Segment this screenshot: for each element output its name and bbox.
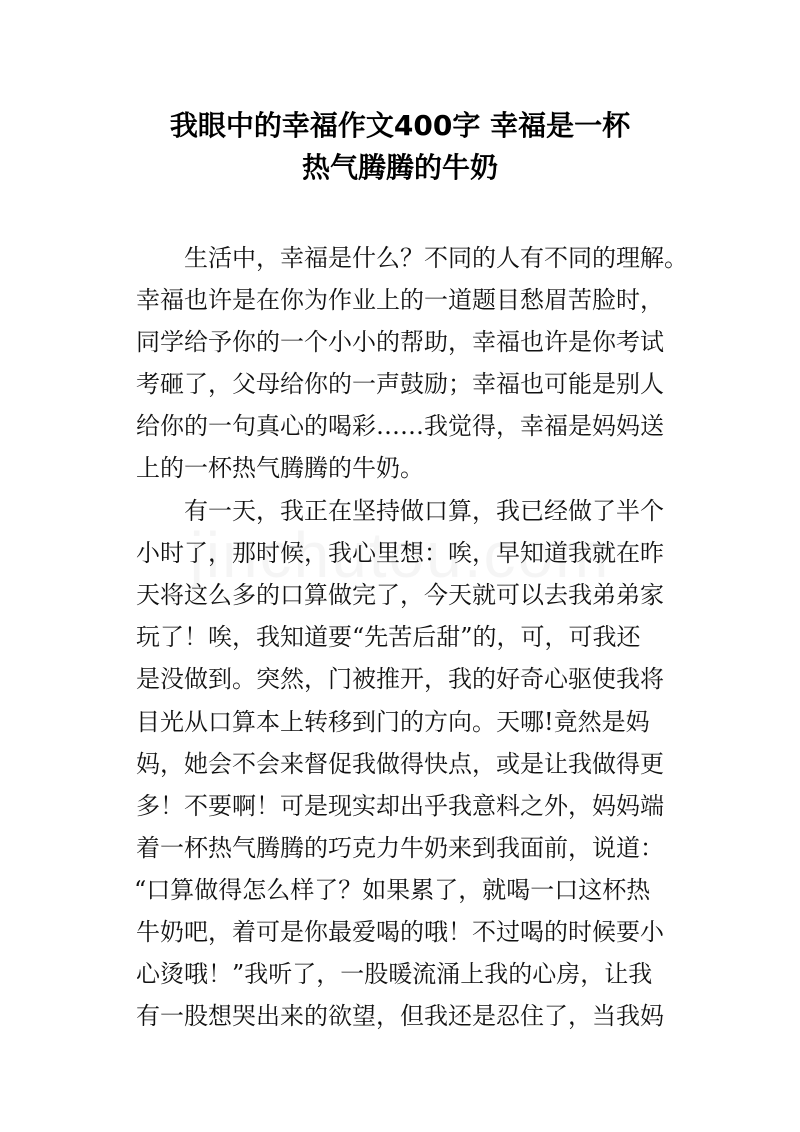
paragraph-2-line: 着一杯热气腾腾的巧克力牛奶来到我面前，说道： xyxy=(136,834,664,862)
paragraph-1-line: 考砸了，父母给你的一声鼓励；幸福也可能是别人 xyxy=(136,370,664,398)
paragraph-2-line: 玩了！唉，我知道要“先苦后甜”的，可，可我还 xyxy=(136,623,641,651)
paragraph-1-line: 给你的一句真心的喝彩……我觉得，幸福是妈妈送 xyxy=(136,412,664,440)
paragraph-2-line: 有一股想哭出来的欲望，但我还是忍住了，当我妈 xyxy=(136,1002,664,1030)
paragraph-2-line: 心烫哦！”我听了，一股暖流涌上我的心房，让我 xyxy=(136,960,653,988)
paragraph-2-line: 目光从口算本上转移到门的方向。天哪!竟然是妈 xyxy=(136,708,650,736)
paragraph-2-line: 天将这么多的口算做完了，今天就可以去我弟弟家 xyxy=(136,581,664,609)
paragraph-2-line: 小时了，那时候，我心里想：唉，早知道我就在昨 xyxy=(136,539,664,567)
paragraph-2-line: 多！不要啊！可是现实却出乎我意料之外，妈妈端 xyxy=(136,792,664,820)
paragraph-1-line: 上的一杯热气腾腾的牛奶。 xyxy=(136,454,424,482)
paragraph-1-line: 同学给予你的一个小小的帮助，幸福也许是你考试 xyxy=(136,328,664,356)
paragraph-2-line: 有一天，我正在坚持做口算，我已经做了半个 xyxy=(184,497,664,525)
paragraph-2-line: 妈，她会不会来督促我做得快点，或是让我做得更 xyxy=(136,750,664,778)
paragraph-2-line: “口算做得怎么样了？如果累了，就喝一口这杯热 xyxy=(134,876,651,904)
document-title-line-1: 我眼中的幸福作文400字 幸福是一杯 xyxy=(169,109,631,142)
paragraph-2-line: 是没做到。突然，门被推开，我的好奇心驱使我将 xyxy=(136,665,664,693)
document-title-line-2: 热气腾腾的牛奶 xyxy=(301,151,498,184)
paragraph-1-line: 生活中，幸福是什么？不同的人有不同的理解。 xyxy=(184,244,688,272)
paragraph-1-line: 幸福也许是在你为作业上的一道题目愁眉苦脸时， xyxy=(136,286,664,314)
paragraph-2-line: 牛奶吧，着可是你最爱喝的哦！不过喝的时候要小 xyxy=(136,918,664,946)
